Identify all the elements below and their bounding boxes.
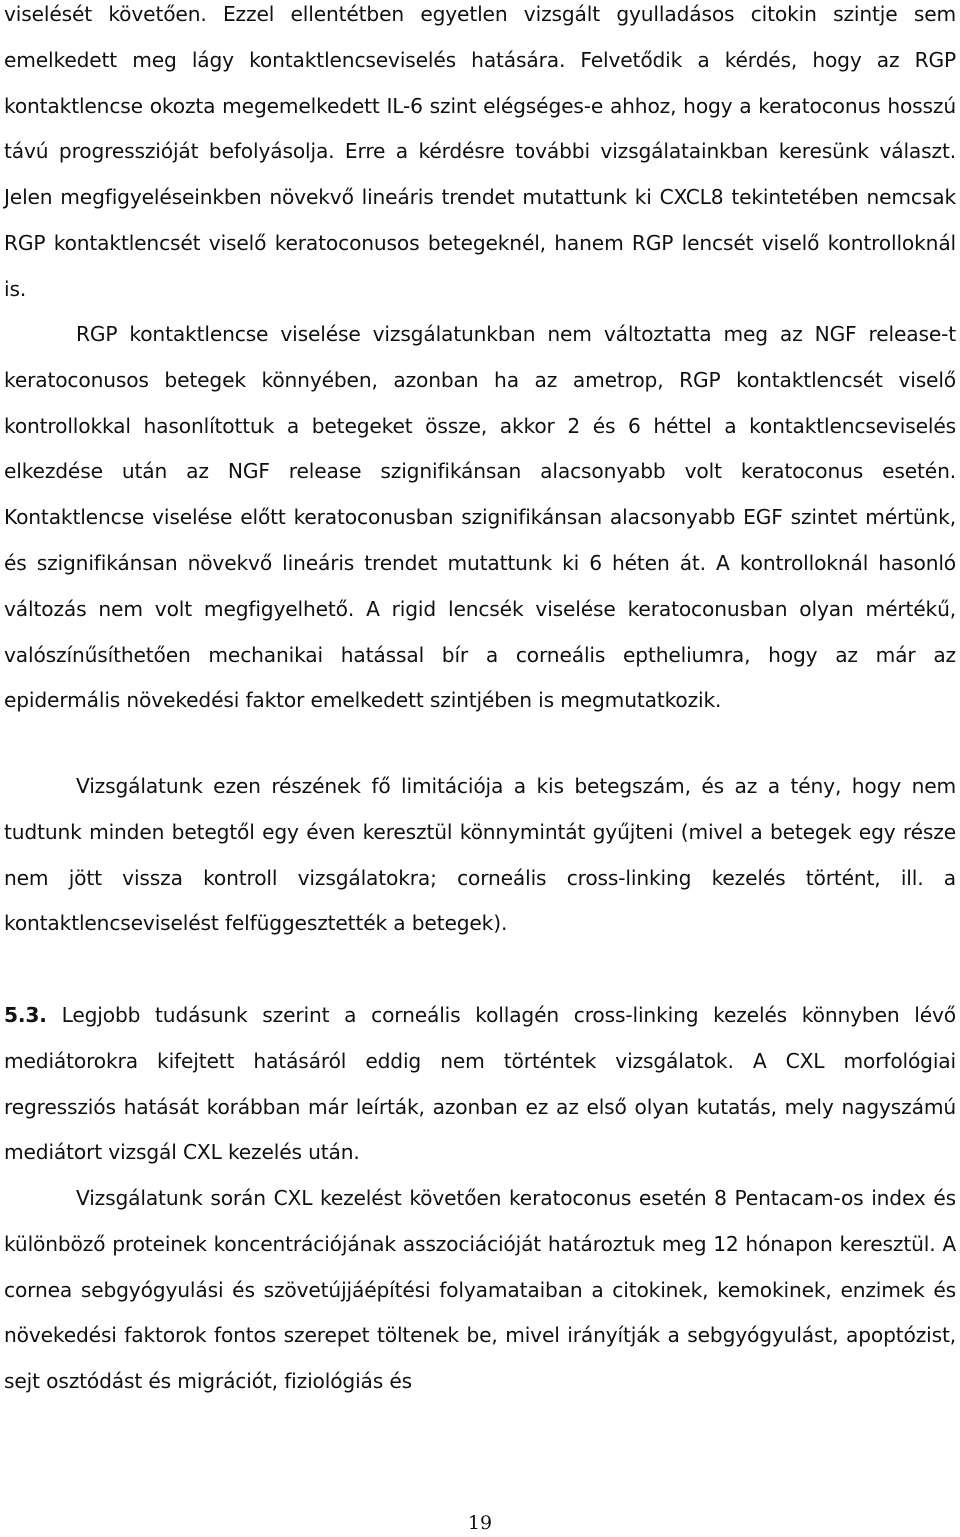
section-number: 5.3. [4,1003,47,1027]
page-number: 19 [467,1512,493,1534]
paragraph-section-5-3 [4,993,956,1176]
paragraph-continued: viselését követően. Ezzel ellentétben egyetlen vizsgált gyulladásos citokin szintje sem emelkedett meg lágy kontaktlencseviselés hatására. Felvetődik a kérdés, hogy az RGP kontaktlencse okozta megemelkedett IL-6 szint elégséges-e ahhoz, hogy a keratoconus hosszú távú progresszióját befolyásolja. Erre a kérdésre további vizsgálatainkban keresünk választ. Jelen megfigyeléseinkben növekvő lineáris trendet mutattunk ki CXCL8 tekintetében nemcsak RGP kontaktlencsét viselő keratoconusos betegeknél, hanem RGP lencsét viselő kontrolloknál is. [4,2,956,301]
section-5-3-text: Legjobb tudásunk szerint a corneális kollagén cross-linking kezelés könnyben lévő mediátorokra kifejtett hatásáról eddig nem történtek vizsgálatok. A CXL morfológiai regressziós hatását korábban már leírták, azonban ez az első olyan kutatás, mely nagyszámú mediátort vizsgál CXL kezelés után. [4,1003,956,1165]
paragraph-cxl-study: Vizsgálatunk során CXL kezelést követően keratoconus esetén 8 Pentacam-os index és különböző proteinek koncentrációjának asszociációját határoztuk meg 12 hónapon keresztül. A cornea sebgyógyulási és szövetújjáépítési folyamataiban a citokinek, kemokinek, enzimek és növekedési faktorok fontos szerepet töltenek be, mivel irányítják a sebgyógyulást, apoptózist, sejt osztódást és migrációt, fiziológiás és [4,1186,956,1394]
paragraph-limitations: Vizsgálatunk ezen részének fő limitációja a kis betegszám, és az a tény, hogy nem tudtunk minden betegtől egy éven keresztül könnymintát gyűjteni (mivel a betegek egy része nem jött vissza kontroll vizsgálatokra; corneális cross-linking kezelés történt, ill. a kontaktlencseviselést felfüggesztették a betegek). [4,774,956,936]
paragraph-rgp-ngf-egf: RGP kontaktlencse viselése vizsgálatunkban nem változtatta meg az NGF release-t keratoconusos betegek könnyében, azonban ha az ametrop, RGP kontaktlencsét viselő kontrollokkal hasonlítottuk a betegeket össze, akkor 2 és 6 héttel a kontaktlencseviselés elkezdése után az NGF release szignifikánsan alacsonyabb volt keratoconus esetén. Kontaktlencse viselése előtt keratoconusban szignifikánsan alacsonyabb EGF szintet mértünk, és szignifikánsan növekvő lineáris trendet mutattunk ki 6 héten át. A kontrolloknál hasonló változás nem volt megfigyelhető. A rigid lencsék viselése keratoconusban olyan mértékű, valószínűsíthetően mechanikai hatással bír a corneális eptheliumra, hogy az már az epidermális növekedési faktor emelkedett szintjében is megmutatkozik. [4,322,956,713]
